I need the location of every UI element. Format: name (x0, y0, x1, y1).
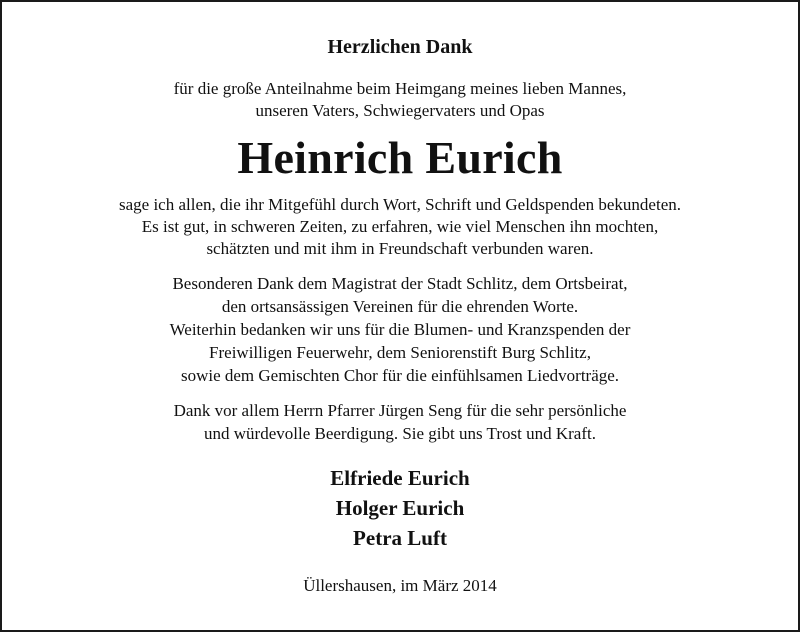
paragraph2-line-2: den ortsansässigen Vereinen für die ehrenden Worte. (221, 297, 579, 316)
place-and-date: Üllershausen, im März 2014 (303, 576, 497, 595)
paragraph1-line-3: schätzten und mit ihm in Freundschaft verbunden waren. (206, 239, 594, 258)
paragraph2-line-1: Besonderen Dank dem Magistrat der Stadt Schlitz, dem Ortsbeirat, (172, 274, 628, 293)
intro-line-1: für die große Anteilnahme beim Heimgang meines lieben Mannes, (173, 79, 627, 98)
paragraph3-line-2: und würdevolle Beerdigung. Sie gibt uns Trost und Kraft. (204, 424, 596, 443)
paragraph2-line-3: Weiterhin bedanken wir uns für die Blumen- und Kranzspenden der (169, 320, 631, 339)
signatory-name: Petra Luft (353, 526, 447, 550)
paragraph1-line-2: Es ist gut, in schweren Zeiten, zu erfahren, wie viel Menschen ihn mochten, (141, 217, 659, 236)
signatory-name: Holger Eurich (335, 496, 465, 520)
signatory-name: Elfriede Eurich (330, 466, 470, 490)
notice-heading: Herzlichen Dank (327, 36, 473, 58)
paragraph2-line-5: sowie dem Gemischten Chor für die einfühlsamen Liedvorträge. (180, 366, 620, 385)
deceased-name: Heinrich Eurich (237, 132, 563, 183)
intro-line-2: unseren Vaters, Schwiegervaters und Opas (255, 101, 545, 120)
paragraph2-line-4: Freiwilligen Feuerwehr, dem Seniorenstift Burg Schlitz, (209, 343, 591, 362)
paragraph3-line-1: Dank vor allem Herrn Pfarrer Jürgen Seng für die sehr persönliche (173, 401, 627, 420)
paragraph1-line-1: sage ich allen, die ihr Mitgefühl durch Wort, Schrift und Geldspenden bekundeten. (118, 195, 681, 214)
